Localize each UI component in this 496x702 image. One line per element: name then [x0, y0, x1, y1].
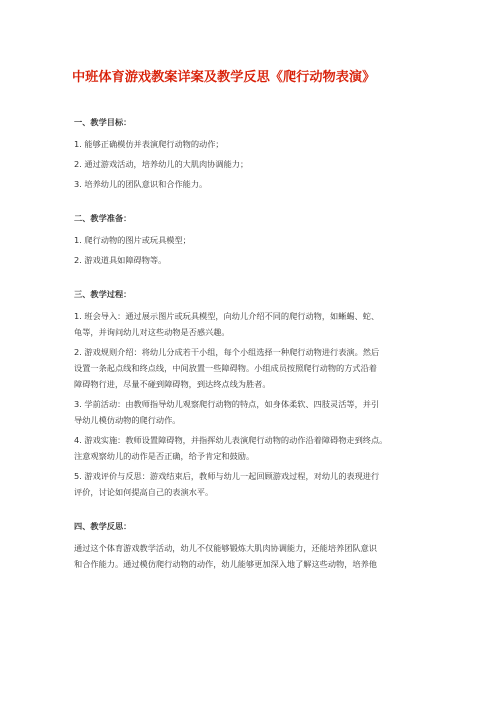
- section-heading: 四、教学反思：: [74, 521, 132, 531]
- paragraph: [74, 252, 440, 268]
- paragraph-line: 4. 游戏实施：教师设置障碍物，并指挥幼儿表演爬行动物的动作沿着障碍物走到终点。: [74, 435, 388, 445]
- paragraph-line: 导幼儿模仿动物的爬行动作。: [74, 415, 181, 425]
- paragraph: [74, 308, 440, 340]
- paragraph: [74, 540, 440, 572]
- paragraph-line: 1. 班会导入：通过展示图片或玩具模型，向幼儿介绍不同的爬行动物，如蜥蜴、蛇、: [74, 311, 380, 321]
- paragraph-line: 2. 通过游戏活动，培养幼儿的大肌肉协调能力；: [74, 159, 249, 169]
- paragraph: [74, 344, 440, 392]
- paragraph-line: 通过这个体育游戏教学活动，幼儿不仅能够锻炼大肌肉协调能力，还能培养团队意识: [74, 543, 377, 553]
- paragraph: [74, 232, 440, 248]
- paragraph-line: 评价，讨论如何提高自己的表演水平。: [74, 487, 214, 497]
- paragraph-line: 3. 培养幼儿的团队意识和合作能力。: [74, 179, 208, 189]
- paragraph: [74, 136, 440, 152]
- paragraph: [74, 176, 440, 192]
- paragraph-line: 1. 能够正确模仿并表演爬行动物的动作；: [74, 139, 224, 149]
- paragraph-line: 障碍物行进，尽量不碰到障碍物，到达终点线为胜者。: [74, 379, 271, 389]
- section-2: [74, 210, 440, 268]
- paragraph-line: 注意观察幼儿的动作是否正确，给予肯定和鼓励。: [74, 451, 255, 461]
- section-heading: 一、教学目标：: [74, 117, 132, 127]
- section-1: [74, 114, 440, 192]
- paragraph-line: 3. 学前活动：由教师指导幼儿观察爬行动物的特点，如身体柔软、四肢灵活等，并引: [74, 399, 380, 409]
- section-3: [74, 286, 440, 500]
- section-4: [74, 518, 440, 572]
- paragraph: [74, 432, 440, 464]
- paragraph-line: 2. 游戏道具如障碍物等。: [74, 255, 167, 265]
- section-heading: 二、教学准备：: [74, 213, 132, 223]
- paragraph-line: 2. 游戏规则介绍：将幼儿分成若干小组，每个小组选择一种爬行动物进行表演。然后: [74, 347, 380, 357]
- paragraph-line: 和合作能力。通过模仿爬行动物的动作，幼儿能够更加深入地了解这些动物，培养他: [74, 559, 377, 569]
- document-body: [74, 114, 440, 572]
- document-title: 中班体育游戏教案详案及教学反思《爬行动物表演》: [72, 70, 376, 85]
- paragraph-line: 设置一条起点线和终点线，中间放置一些障碍物。小组成员按照爬行动物的方式沿着: [74, 363, 377, 373]
- paragraph: [74, 156, 440, 172]
- section-heading: 三、教学过程：: [74, 289, 132, 299]
- paragraph: [74, 468, 440, 500]
- paragraph-line: 5. 游戏评价与反思：游戏结束后，教师与幼儿一起回顾游戏过程，对幼儿的表现进行: [74, 471, 380, 481]
- paragraph-line: 龟等，并询问幼儿对这些动物是否感兴趣。: [74, 327, 230, 337]
- paragraph-line: 1. 爬行动物的图片或玩具模型；: [74, 235, 191, 245]
- paragraph: [74, 396, 440, 428]
